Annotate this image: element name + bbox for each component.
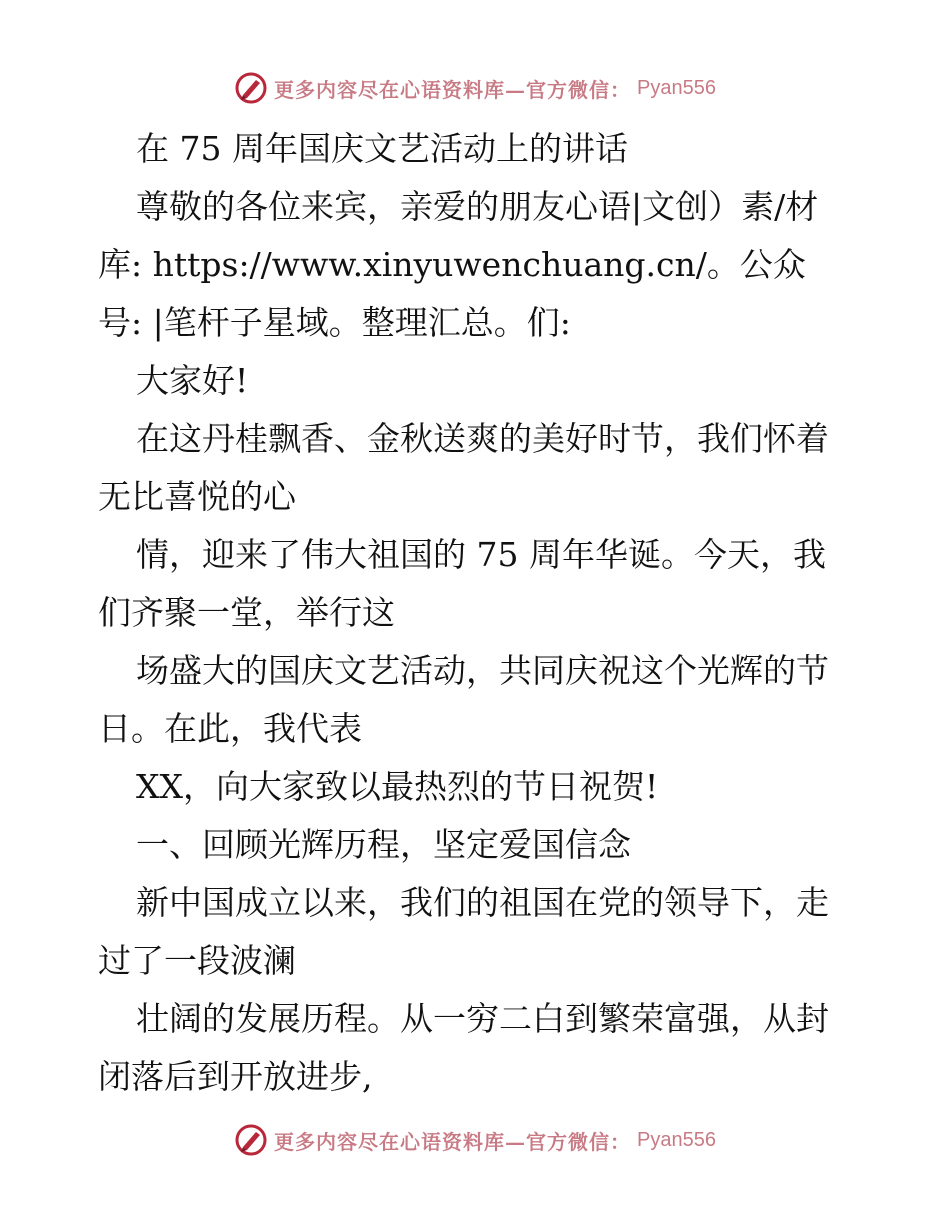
body-line: 新中国成立以来，我们的祖国在党的领导下，走 [136,883,829,922]
greeting-line: 大家好! [136,361,249,400]
banner-wechat-id: Pyan556 [637,1128,716,1151]
banner-text: 更多内容尽在心语资料库—官方微信： [274,77,632,102]
footer-banner [0,1120,950,1160]
body-line: XX，向大家致以最热烈的节日祝贺! [136,767,659,806]
body-line: 情，迎来了伟大祖国的 75 周年华诞。今天，我 [136,535,826,574]
body-line: 在这丹桂飘香、金秋送爽的美好时节，我们怀着 [136,419,829,458]
body-line: 尊敬的各位来宾，亲爱的朋友心语|文创）素/材 [136,187,819,226]
pen-logo-icon [234,71,268,105]
body-line: 场盛大的国庆文艺活动，共同庆祝这个光辉的节 [136,651,829,690]
body-line: 们齐聚一堂，举行这 [98,593,395,632]
pen-logo-icon [234,1123,268,1157]
body-line: 壮阔的发展历程。从一穷二白到繁荣富强，从封 [136,999,829,1038]
body-line: 库: https://www.xinyuwenchuang.cn/。公众 [98,245,806,284]
banner-text: 更多内容尽在心语资料库—官方微信： [274,1129,632,1154]
body-line: 号: |笔杆子星域。整理汇总。们: [98,303,571,342]
body-line: 过了一段波澜 [98,941,296,980]
document-body [98,120,858,1106]
section-heading: 一、回顾光辉历程，坚定爱国信念 [136,825,631,864]
header-banner [0,68,950,108]
document-title: 在 75 周年国庆文艺活动上的讲话 [136,129,628,168]
body-line: 日。在此，我代表 [98,709,362,748]
body-line: 无比喜悦的心 [98,477,296,516]
banner-wechat-id: Pyan556 [637,76,716,99]
body-line: 闭落后到开放进步, [98,1057,373,1096]
